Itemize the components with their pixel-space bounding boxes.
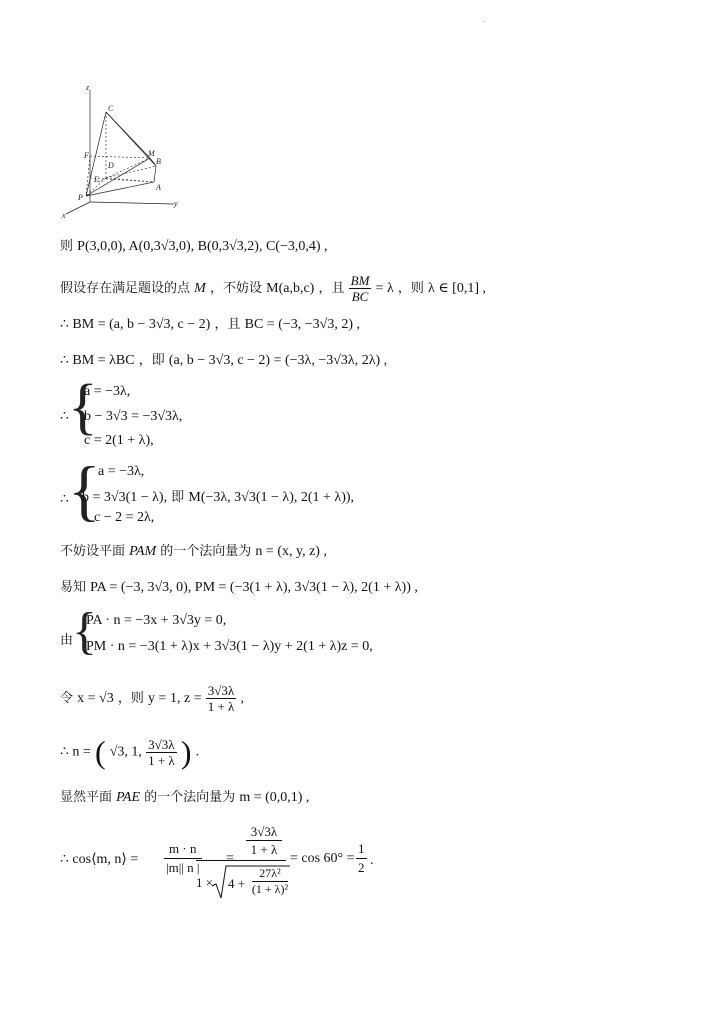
geometry-figure: [56, 78, 186, 223]
line-assume-m: [60, 274, 486, 303]
big-num-bot: 1 + λ: [250, 842, 278, 857]
label-y: y: [174, 199, 178, 208]
system1-row-b: b − 3√3 = −3√3λ,: [84, 409, 183, 424]
text-then-2: ，则: [117, 691, 144, 706]
big-den-pre: 1 ×: [196, 875, 214, 890]
text-ie: ，即: [138, 353, 165, 368]
math-components: (a, b − 3√3, c − 2) = (−3λ, −3√3λ, 2λ) ,: [168, 353, 388, 368]
label-x: x: [62, 211, 66, 220]
math-bc: BC = (−3, −3√3, 2) ,: [244, 317, 360, 332]
math-pa-pm: PA = (−3, 3√3, 0), PM = (−3(1 + λ), 3√3(1 − λ), 2(1 + λ)) ,: [90, 580, 418, 595]
brace-1: {: [68, 373, 98, 441]
period-1: .: [195, 744, 200, 760]
frac-z-num: 3√3λ: [206, 684, 237, 699]
math-eq-2: =: [226, 851, 234, 866]
line-bm-lambda: [60, 354, 387, 368]
plane-pae: PAE: [116, 790, 141, 805]
system2-row-c: c − 2 = 2λ,: [94, 510, 155, 525]
fraction-half: [356, 841, 367, 876]
line-normal-pae: [60, 791, 309, 805]
label-e: E: [94, 175, 99, 184]
line-n-vector: ∴ n = ( √3, 1, $\frac{3√3\lambda}{1 + \lambda}$ ) .: [60, 734, 200, 770]
math-m-coords: M(a,b,c): [266, 281, 315, 296]
y-axis: [90, 202, 174, 204]
frac-num: BM: [350, 273, 370, 288]
half-den: 2: [358, 860, 365, 875]
system1-row-a: a = −3λ,: [84, 384, 131, 399]
text-obviously: 显然平面: [60, 790, 113, 805]
x-axis: [66, 202, 90, 214]
half-num: 1: [356, 841, 367, 859]
math-coordinates: P(3,0,0), A(0,3√3,0), B(0,3√3,2), C(−3,0,4) ,: [77, 239, 328, 254]
math-lambda-range: λ ∈ [0,1] ,: [428, 281, 487, 296]
math-cos-lhs: ∴ cos⟨m, n⟩ =: [60, 852, 139, 867]
label-b: B: [156, 157, 161, 166]
text-by: 由: [60, 633, 74, 648]
label-a: A: [156, 183, 161, 192]
line-bm-bc: [60, 318, 360, 332]
system3-row-1: PA · n = −3x + 3√3y = 0,: [86, 613, 227, 628]
system2-b-math: b = 3√3(1 − λ),: [82, 490, 168, 505]
math-eq-lambda: = λ: [375, 281, 394, 296]
text-assume: 假设存在满足题设的点: [60, 281, 191, 296]
text-let-plane: 不妨设平面: [60, 544, 126, 559]
brace-3: {: [72, 603, 97, 660]
text-then: ，则: [397, 281, 424, 296]
frac-den: BC: [351, 289, 369, 304]
math-bm-lambda-bc: ∴ BM = λBC: [60, 353, 135, 368]
comma-1: ,: [240, 691, 244, 706]
frac-n-den: 1 + λ: [148, 752, 175, 768]
fraction-z: [206, 684, 237, 713]
system2-m-coords: M(−3λ, 3√3(1 − λ), 2(1 + λ)),: [188, 490, 355, 505]
frac-dot-num: m · n: [164, 841, 202, 859]
text-normal-vector: 的一个法向量为: [160, 544, 252, 559]
text-let-2: 令: [60, 691, 74, 706]
line-normal-pam: [60, 545, 327, 559]
text-let: ，不妨设: [209, 281, 262, 296]
line-let-x: [60, 684, 244, 713]
line-pa-pm: [60, 581, 418, 595]
frac-dot-den: |m|| n |: [166, 860, 200, 875]
math-yz: y = 1, z =: [148, 691, 202, 706]
brace-2: {: [68, 452, 101, 528]
big-num-top: 3√3λ: [246, 824, 282, 841]
text-and: ，且: [318, 281, 345, 296]
math-m: M: [194, 281, 206, 296]
therefore-symbol-1: ∴: [60, 409, 69, 424]
math-n: n = (x, y, z) ,: [255, 544, 327, 559]
fraction-n: [146, 738, 177, 767]
period-2: .: [370, 853, 374, 868]
fraction-bm-bc: [349, 274, 372, 303]
page-dot: .: [482, 14, 486, 25]
math-n-inner: √3, 1,: [109, 744, 142, 760]
system2-row-a: a = −3λ,: [98, 464, 145, 479]
therefore-symbol-2: ∴: [60, 492, 69, 507]
fraction-dot-product: [164, 841, 202, 876]
system1-row-c: c = 2(1 + λ),: [84, 433, 154, 448]
label-z: z: [86, 83, 90, 92]
text-normal-vector-2: 的一个法向量为: [144, 790, 236, 805]
system3-row-2: PM · n = −3(1 + λ)x + 3√3(1 − λ)y + 2(1 + λ)z = 0,: [86, 639, 373, 654]
math-bm: ∴ BM = (a, b − 3√3, c − 2): [60, 317, 211, 332]
big-fraction-bar: [196, 860, 286, 861]
system2-ie: 即: [171, 490, 185, 505]
big-den-den: (1 + λ)²: [251, 882, 289, 896]
label-p: P: [78, 193, 83, 202]
label-c: C: [108, 104, 114, 113]
big-den-num: 27λ²: [252, 866, 288, 882]
frac-n-num: 3√3λ: [146, 738, 177, 753]
text-ze: 则: [60, 239, 74, 254]
frac-z-den: 1 + λ: [207, 699, 235, 714]
plane-pam: PAM: [129, 544, 157, 559]
math-n-eq: ∴ n =: [60, 744, 91, 760]
label-d: D: [108, 161, 114, 170]
system2-row-b: [82, 486, 354, 506]
label-m: M: [148, 149, 155, 158]
math-cos60: = cos 60° =: [290, 851, 355, 866]
math-x: x = √3: [77, 691, 114, 706]
math-m-vector: m = (0,0,1) ,: [239, 790, 310, 805]
text-and-2: ，且: [214, 317, 241, 332]
line-coordinates: [60, 240, 328, 254]
text-known: 易知: [60, 580, 87, 595]
label-f: F: [84, 151, 89, 160]
big-den-4: 4 +: [228, 876, 246, 891]
